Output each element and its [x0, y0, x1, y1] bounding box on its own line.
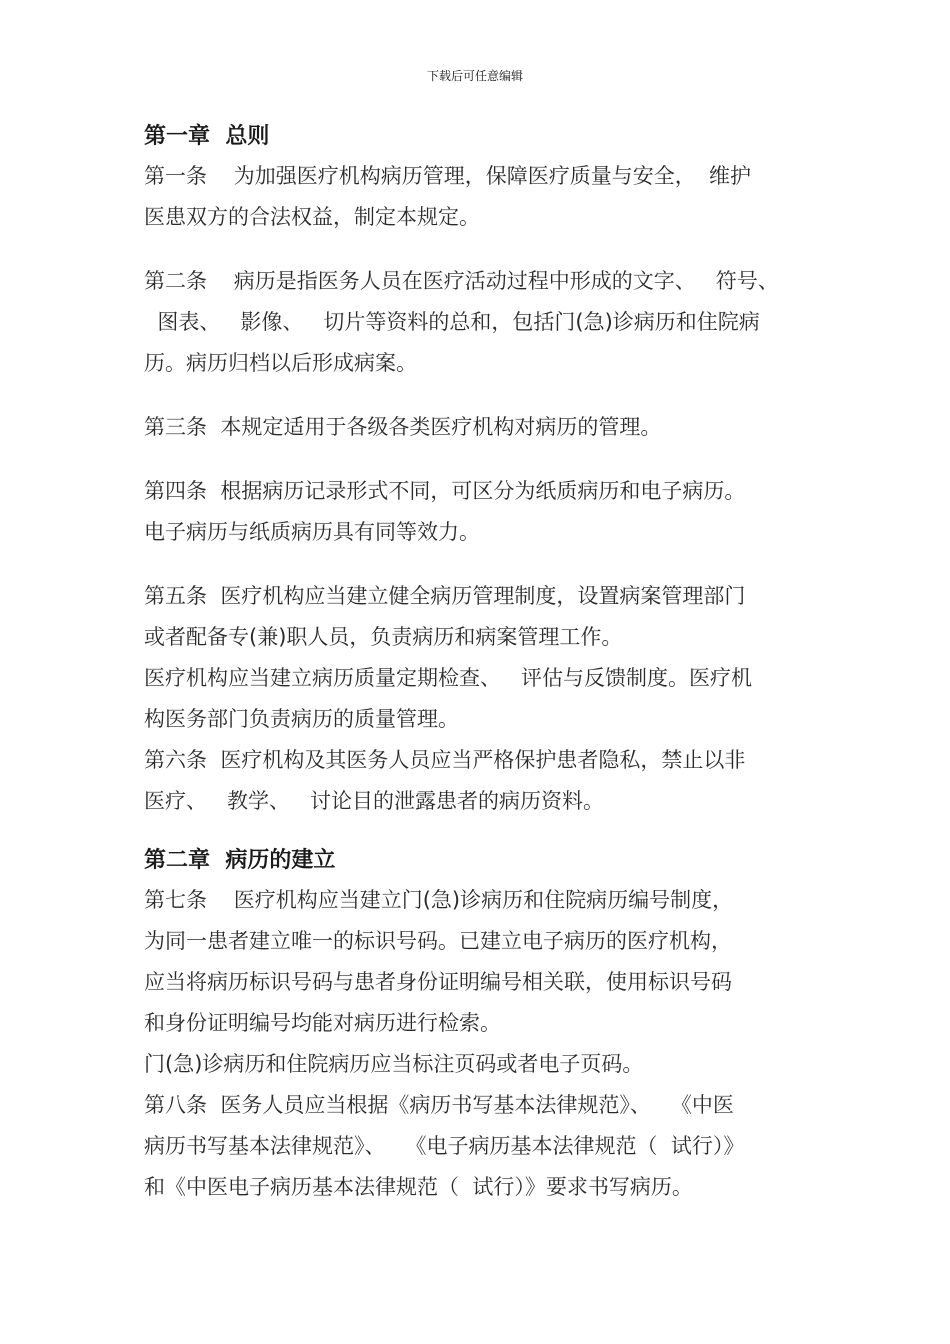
article-8	[144, 1085, 824, 1208]
article-7-line: 和身份证明编号均能对病历进行检索。	[144, 1011, 501, 1035]
article-5	[144, 576, 824, 740]
article-7-line: 第七条 医疗机构应当建立门(急)诊病历和住院病历编号制度，	[144, 888, 734, 912]
article-4-line: 第四条 根据病历记录形式不同，可区分为纸质病历和电子病历。	[144, 479, 746, 503]
article-1-line: 医患双方的合法权益，制定本规定。	[144, 205, 480, 229]
chapter-2-title: 第二章 病历的建立	[144, 848, 336, 873]
chapter-1-title: 第一章 总则	[144, 124, 270, 149]
article-2	[144, 261, 824, 384]
document-body	[144, 118, 824, 1208]
article-6-line: 医疗、 教学、 讨论目的泄露患者的病历资料。	[144, 789, 605, 813]
article-3	[144, 407, 824, 448]
article-7	[144, 880, 824, 1085]
article-2-line: 图表、 影像、 切片等资料的总和，包括门(急)诊病历和住院病	[144, 310, 760, 334]
page-header: 下载后可任意编辑	[426, 69, 523, 83]
article-4	[144, 471, 824, 553]
article-2-line: 第二条 病历是指医务人员在医疗活动过程中形成的文字、 符号、	[144, 269, 779, 293]
article-1	[144, 156, 824, 238]
article-5-line: 构医务部门负责病历的质量管理。	[144, 707, 459, 731]
article-8-line: 第八条 医务人员应当根据《病历书写基本法律规范》、 《中医	[144, 1093, 734, 1117]
article-5-line: 或者配备专(兼)职人员，负责病历和病案管理工作。	[144, 625, 623, 649]
article-8-line: 病历书写基本法律规范》、 《电子病历基本法律规范（ 试行）》	[144, 1134, 745, 1158]
article-5-line: 第五条 医疗机构应当建立健全病历管理制度，设置病案管理部门	[144, 584, 746, 608]
article-6-line: 第六条 医疗机构及其医务人员应当严格保护患者隐私，禁止以非	[144, 748, 746, 772]
article-8-line: 和《中医电子病历基本法律规范（ 试行）》要求书写病历。	[144, 1175, 693, 1199]
article-7-line: 为同一患者建立唯一的标识号码。已建立电子病历的医疗机构，	[144, 929, 732, 953]
article-6	[144, 740, 824, 822]
article-7-line: 门(急)诊病历和住院病历应当标注页码或者电子页码。	[144, 1052, 644, 1076]
article-3-line: 第三条 本规定适用于各级各类医疗机构对病历的管理。	[144, 415, 662, 439]
article-2-line: 历。病历归档以后形成病案。	[144, 351, 417, 375]
article-4-line: 电子病历与纸质病历具有同等效力。	[144, 520, 480, 544]
article-7-line: 应当将病历标识号码与患者身份证明编号相关联，使用标识号码	[144, 970, 732, 994]
article-1-line: 第一条 为加强医疗机构病历管理，保障医疗质量与安全， 维护	[144, 164, 752, 188]
article-5-line: 医疗机构应当建立病历质量定期检查、 评估与反馈制度。医疗机	[144, 666, 753, 690]
